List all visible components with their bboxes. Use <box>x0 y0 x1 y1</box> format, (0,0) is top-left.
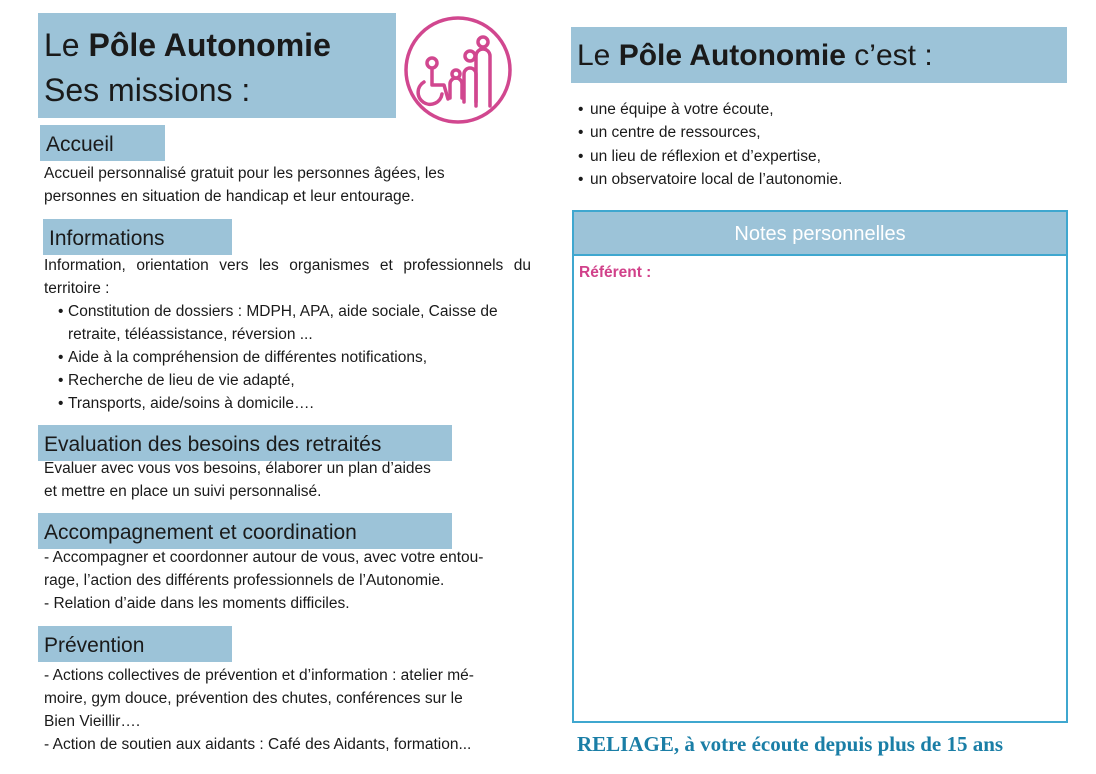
accueil-text <box>44 162 445 208</box>
list-item-text: Aide à la compréhension de différentes notifications, <box>68 349 428 366</box>
accueil-line: personnes en situation de handicap et leur entourage. <box>44 188 415 205</box>
prevention-line: - Action de soutien aux aidants : Café des Aidants, formation... <box>44 736 472 753</box>
section-heading-evaluation: Evaluation des besoins des retraités <box>38 425 452 461</box>
right-title-bold: Pôle Autonomie <box>618 39 846 72</box>
list-item: • un observatoire local de l’autonomie. <box>578 168 842 191</box>
list-item: • un lieu de réflexion et d’expertise, <box>578 145 842 168</box>
list-item <box>58 300 532 346</box>
informations-intro: Information, orientation vers les organismes et professionnels du territoire : <box>44 257 531 297</box>
section-heading-accompagnement: Accompagnement et coordination <box>38 513 452 549</box>
list-item-text: Constitution de dossiers : MDPH, APA, aide sociale, Caisse de retraite, téléassistance, réversion ... <box>68 303 498 343</box>
accompagnement-line: - Relation d’aide dans les moments difficiles. <box>44 595 350 612</box>
prevention-text <box>44 664 474 756</box>
evaluation-line: Evaluer avec vous vos besoins, élaborer un plan d’aides <box>44 460 431 477</box>
prevention-line: Bien Vieillir…. <box>44 713 141 730</box>
notes-box <box>572 210 1068 723</box>
list-item <box>58 346 532 369</box>
right-title-suffix: c’est : <box>854 39 933 72</box>
list-item: • une équipe à votre écoute, <box>578 98 842 121</box>
main-title-line-1 <box>44 23 396 68</box>
footer-tagline: RELIAGE, à votre écoute depuis plus de 15 ans <box>577 732 1004 756</box>
referent-label: Référent : <box>579 264 652 281</box>
accompagnement-line: - Accompagner et coordonner autour de vous, avec votre entou- <box>44 549 484 566</box>
list-item-text: Recherche de lieu de vie adapté, <box>68 372 295 389</box>
pole-features-list <box>578 98 842 191</box>
section-heading-accueil: Accueil <box>40 125 165 161</box>
main-title-box <box>38 13 396 118</box>
section-heading-informations: Informations <box>43 219 232 255</box>
main-title-prefix: Le <box>44 27 80 63</box>
right-title-box <box>571 27 1067 83</box>
accompagnement-line: rage, l’action des différents professionnels de l’Autonomie. <box>44 572 445 589</box>
section-heading-prevention: Prévention <box>38 626 232 662</box>
evaluation-text <box>44 457 431 503</box>
prevention-line: moire, gym douce, prévention des chutes, conférences sur le <box>44 690 463 707</box>
evaluation-line: et mettre en place un suivi personnalisé. <box>44 483 322 500</box>
accueil-line: Accueil personnalisé gratuit pour les personnes âgées, les <box>44 165 445 182</box>
list-item <box>58 392 532 415</box>
notes-title: Notes personnelles <box>574 212 1066 256</box>
list-item: • un centre de ressources, <box>578 121 842 144</box>
main-title-bold: Pôle Autonomie <box>88 27 331 63</box>
informations-list <box>58 300 532 415</box>
accompagnement-text <box>44 546 483 615</box>
prevention-line: - Actions collectives de prévention et d’information : atelier mé- <box>44 667 474 684</box>
list-item-text: Transports, aide/soins à domicile…. <box>68 395 314 412</box>
main-title-line-2: Ses missions : <box>44 72 251 108</box>
right-title-prefix: Le <box>577 39 611 72</box>
family-wheelchair-icon <box>401 16 515 124</box>
list-item <box>58 369 532 392</box>
